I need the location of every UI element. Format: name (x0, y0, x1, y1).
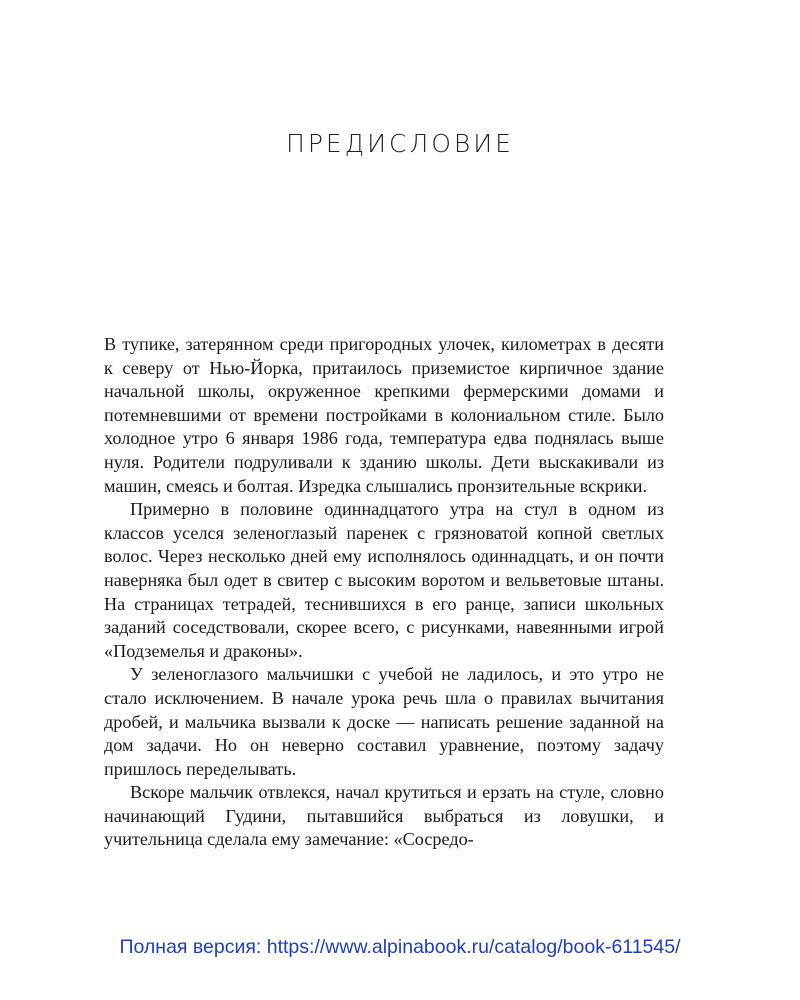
paragraph: Примерно в половине одиннадцатого утра на стул в одном из классов уселся зеленоглазый паренек с грязноватой копной светлых волос. Через несколько дней ему исполнялось одиннадцать, и он почти наверняка был одет в свитер с высоким воротом и вельветовые штаны. На страницах тетрадей, теснившихся в его ранце, записи школьных заданий соседствовали, скорее всего, с рисунками, навеянными игрой «Подземелья и драконы». (104, 499, 664, 661)
body-text (104, 333, 664, 852)
full-version-link[interactable]: Полная версия: https://www.alpinabook.ru/catalog/book-611545/ (119, 936, 681, 958)
chapter-title: ПРЕДИСЛОВИЕ (286, 128, 514, 158)
paragraph: Вскоре мальчик отвлекся, начал крутиться и ерзать на стуле, словно начинающий Гудини, пытавшийся выбраться из ловушки, и учительница сделала ему замечание: «Сосредо- (104, 782, 664, 850)
paragraph: У зеленоглазого мальчишки с учебой не ладилось, и это утро не стало исключением. В начале урока речь шла о правилах вычитания дробей, и мальчика вызвали к доске — написать решение заданной на дом задачи. Но он неверно составил уравнение, поэтому задачу пришлось переделывать. (104, 664, 664, 779)
paragraph: В тупике, затерянном среди пригородных улочек, километрах в десяти к северу от Нью-Йорка, притаилось приземистое кирпичное здание начальной школы, окруженное крепкими фермерскими домами и потемневшими от времени постройками в колониальном стиле. Было холодное утро 6 января 1986 года, температура едва поднялась выше нуля. Родители подруливали к зданию школы. Дети выскакивали из машин, смеясь и болтая. Изредка слышались пронзительные вскрики. (104, 334, 664, 496)
